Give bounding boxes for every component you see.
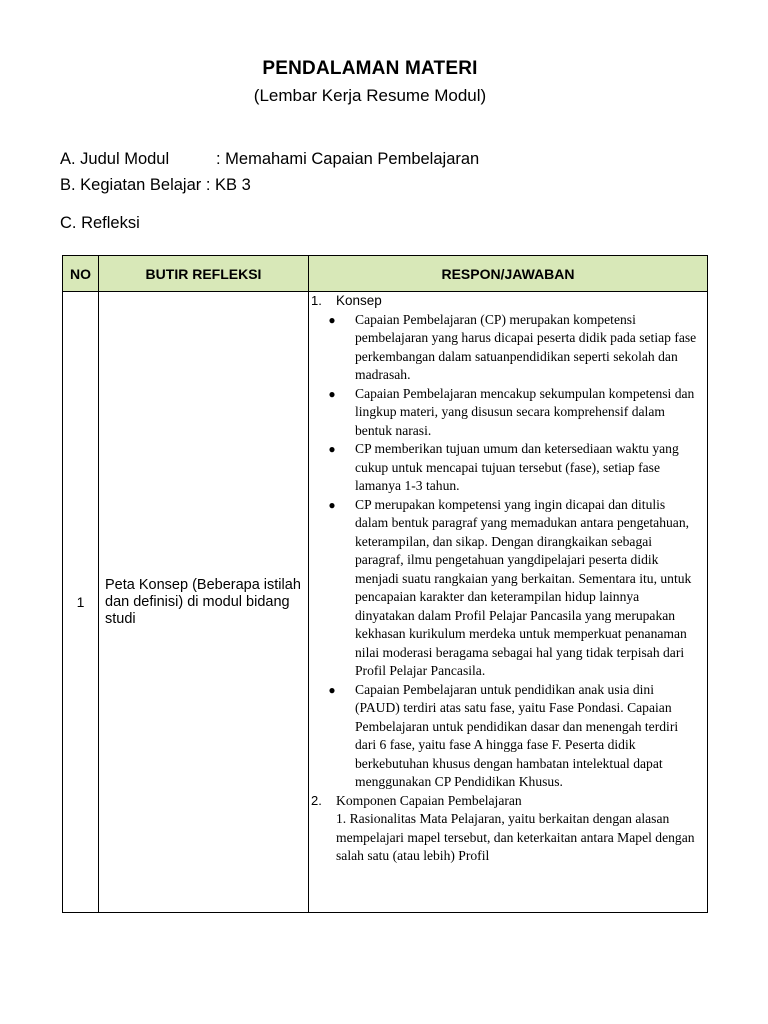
- bullet-icon: ●: [328, 386, 336, 401]
- komponen-subitem: 1. Rasionalitas Mata Pelajaran, yaitu berkaitan dengan alasan mempelajari mapel tersebut, dan keterkaitan antara Mapel dengan salah satu (atau lebih) Profil: [336, 811, 695, 863]
- judul-modul-row: [60, 150, 479, 169]
- page-subtitle: (Lembar Kerja Resume Modul): [253, 86, 487, 105]
- item-label: Konsep: [336, 293, 382, 308]
- item-label: Komponen Capaian Pembelajaran: [336, 792, 522, 808]
- header-respon-jawaban: RESPON/JAWABAN: [309, 256, 708, 292]
- konsep-bullet-list: [309, 311, 705, 792]
- cell-no: 1: [63, 292, 99, 913]
- header-butir-refleksi: BUTIR REFLEKSI: [99, 256, 309, 292]
- list-item-konsep: [309, 292, 705, 311]
- kegiatan-belajar-label: B. Kegiatan Belajar: [60, 176, 202, 194]
- bullet-icon: ●: [328, 442, 336, 456]
- bullet-text: Capaian Pembelajaran untuk pendidikan anak usia dini (PAUD) terdiri atas satu fase, yaitu Fase Pondasi. Capaian Pembelajaran untuk pendidikan dasar dan menengah terdiri dari 6 fase, yaitu fase A hingga fase F. Peserta didik berkebutuhan khusus dengan hambatan intelektual dapat menggunakan CP Pendidikan Khusus.: [355, 681, 679, 789]
- bullet-icon: ●: [328, 312, 336, 327]
- bullet-text: CP memberikan tujuan umum dan ketersediaan waktu yang cukup untuk mencapai tujuan tersebut (fase), setiap fase lamanya 1-3 tahun.: [355, 441, 679, 493]
- cell-respon: [309, 292, 708, 913]
- bullet-icon: ●: [328, 497, 336, 512]
- list-item: [309, 311, 705, 385]
- respon-content: [309, 292, 707, 866]
- list-item: [309, 440, 705, 496]
- header-no: NO: [63, 256, 99, 292]
- refleksi-table: [62, 255, 708, 913]
- list-item: [309, 681, 705, 792]
- judul-modul-value: : Memahami Capaian Pembelajaran: [216, 150, 480, 168]
- bullet-text: Capaian Pembelajaran (CP) merupakan kompetensi pembelajaran yang harus dicapai peserta didik pada setiap fase perkembangan dalam satuanpendidikan seperti sekolah dan madrasah.: [355, 311, 697, 382]
- table-row: [63, 292, 708, 913]
- kegiatan-belajar-row: [60, 176, 251, 195]
- item-number: 2.: [311, 792, 322, 808]
- table-header-row: [63, 256, 708, 292]
- bullet-icon: ●: [328, 682, 336, 697]
- list-item: [309, 385, 705, 441]
- bullet-text: CP merupakan kompetensi yang ingin dicapai dan ditulis dalam bentuk paragraf yang memadukan antara pengetahuan, keterampilan, dan sikap. Dengan dirangkaikan sebagai paragraf, ilmu pengetahuan yangdipelajari peserta didik menjadi suatu rangkaian yang berkaitan. Sementara itu, untuk pencapaian karakter dan keterampilan hidup lainnya dinyatakan dalam Profil Pelajar Pancasila yang merupakan kekhasan kurikulum merdeka untuk memperkuat penanaman nilai moderasi beragama sebagai hal yang tidak terpisah dari Profil Pelajar Pancasila.: [355, 496, 692, 678]
- list-item-komponen: [309, 792, 705, 811]
- refleksi-heading: C. Refleksi: [60, 214, 140, 232]
- judul-modul-label: A. Judul Modul: [60, 150, 170, 168]
- cell-butir: Peta Konsep (Beberapa istilah dan definisi) di modul bidang studi: [99, 292, 309, 913]
- bullet-text: Capaian Pembelajaran mencakup sekumpulan kompetensi dan lingkup materi, yang disusun secara komprehensif dalam bentuk narasi.: [355, 385, 695, 438]
- item-number: 1.: [311, 293, 322, 308]
- list-item: [309, 496, 705, 681]
- kegiatan-belajar-value: : KB 3: [205, 176, 251, 194]
- page-title: PENDALAMAN MATERI: [262, 58, 478, 79]
